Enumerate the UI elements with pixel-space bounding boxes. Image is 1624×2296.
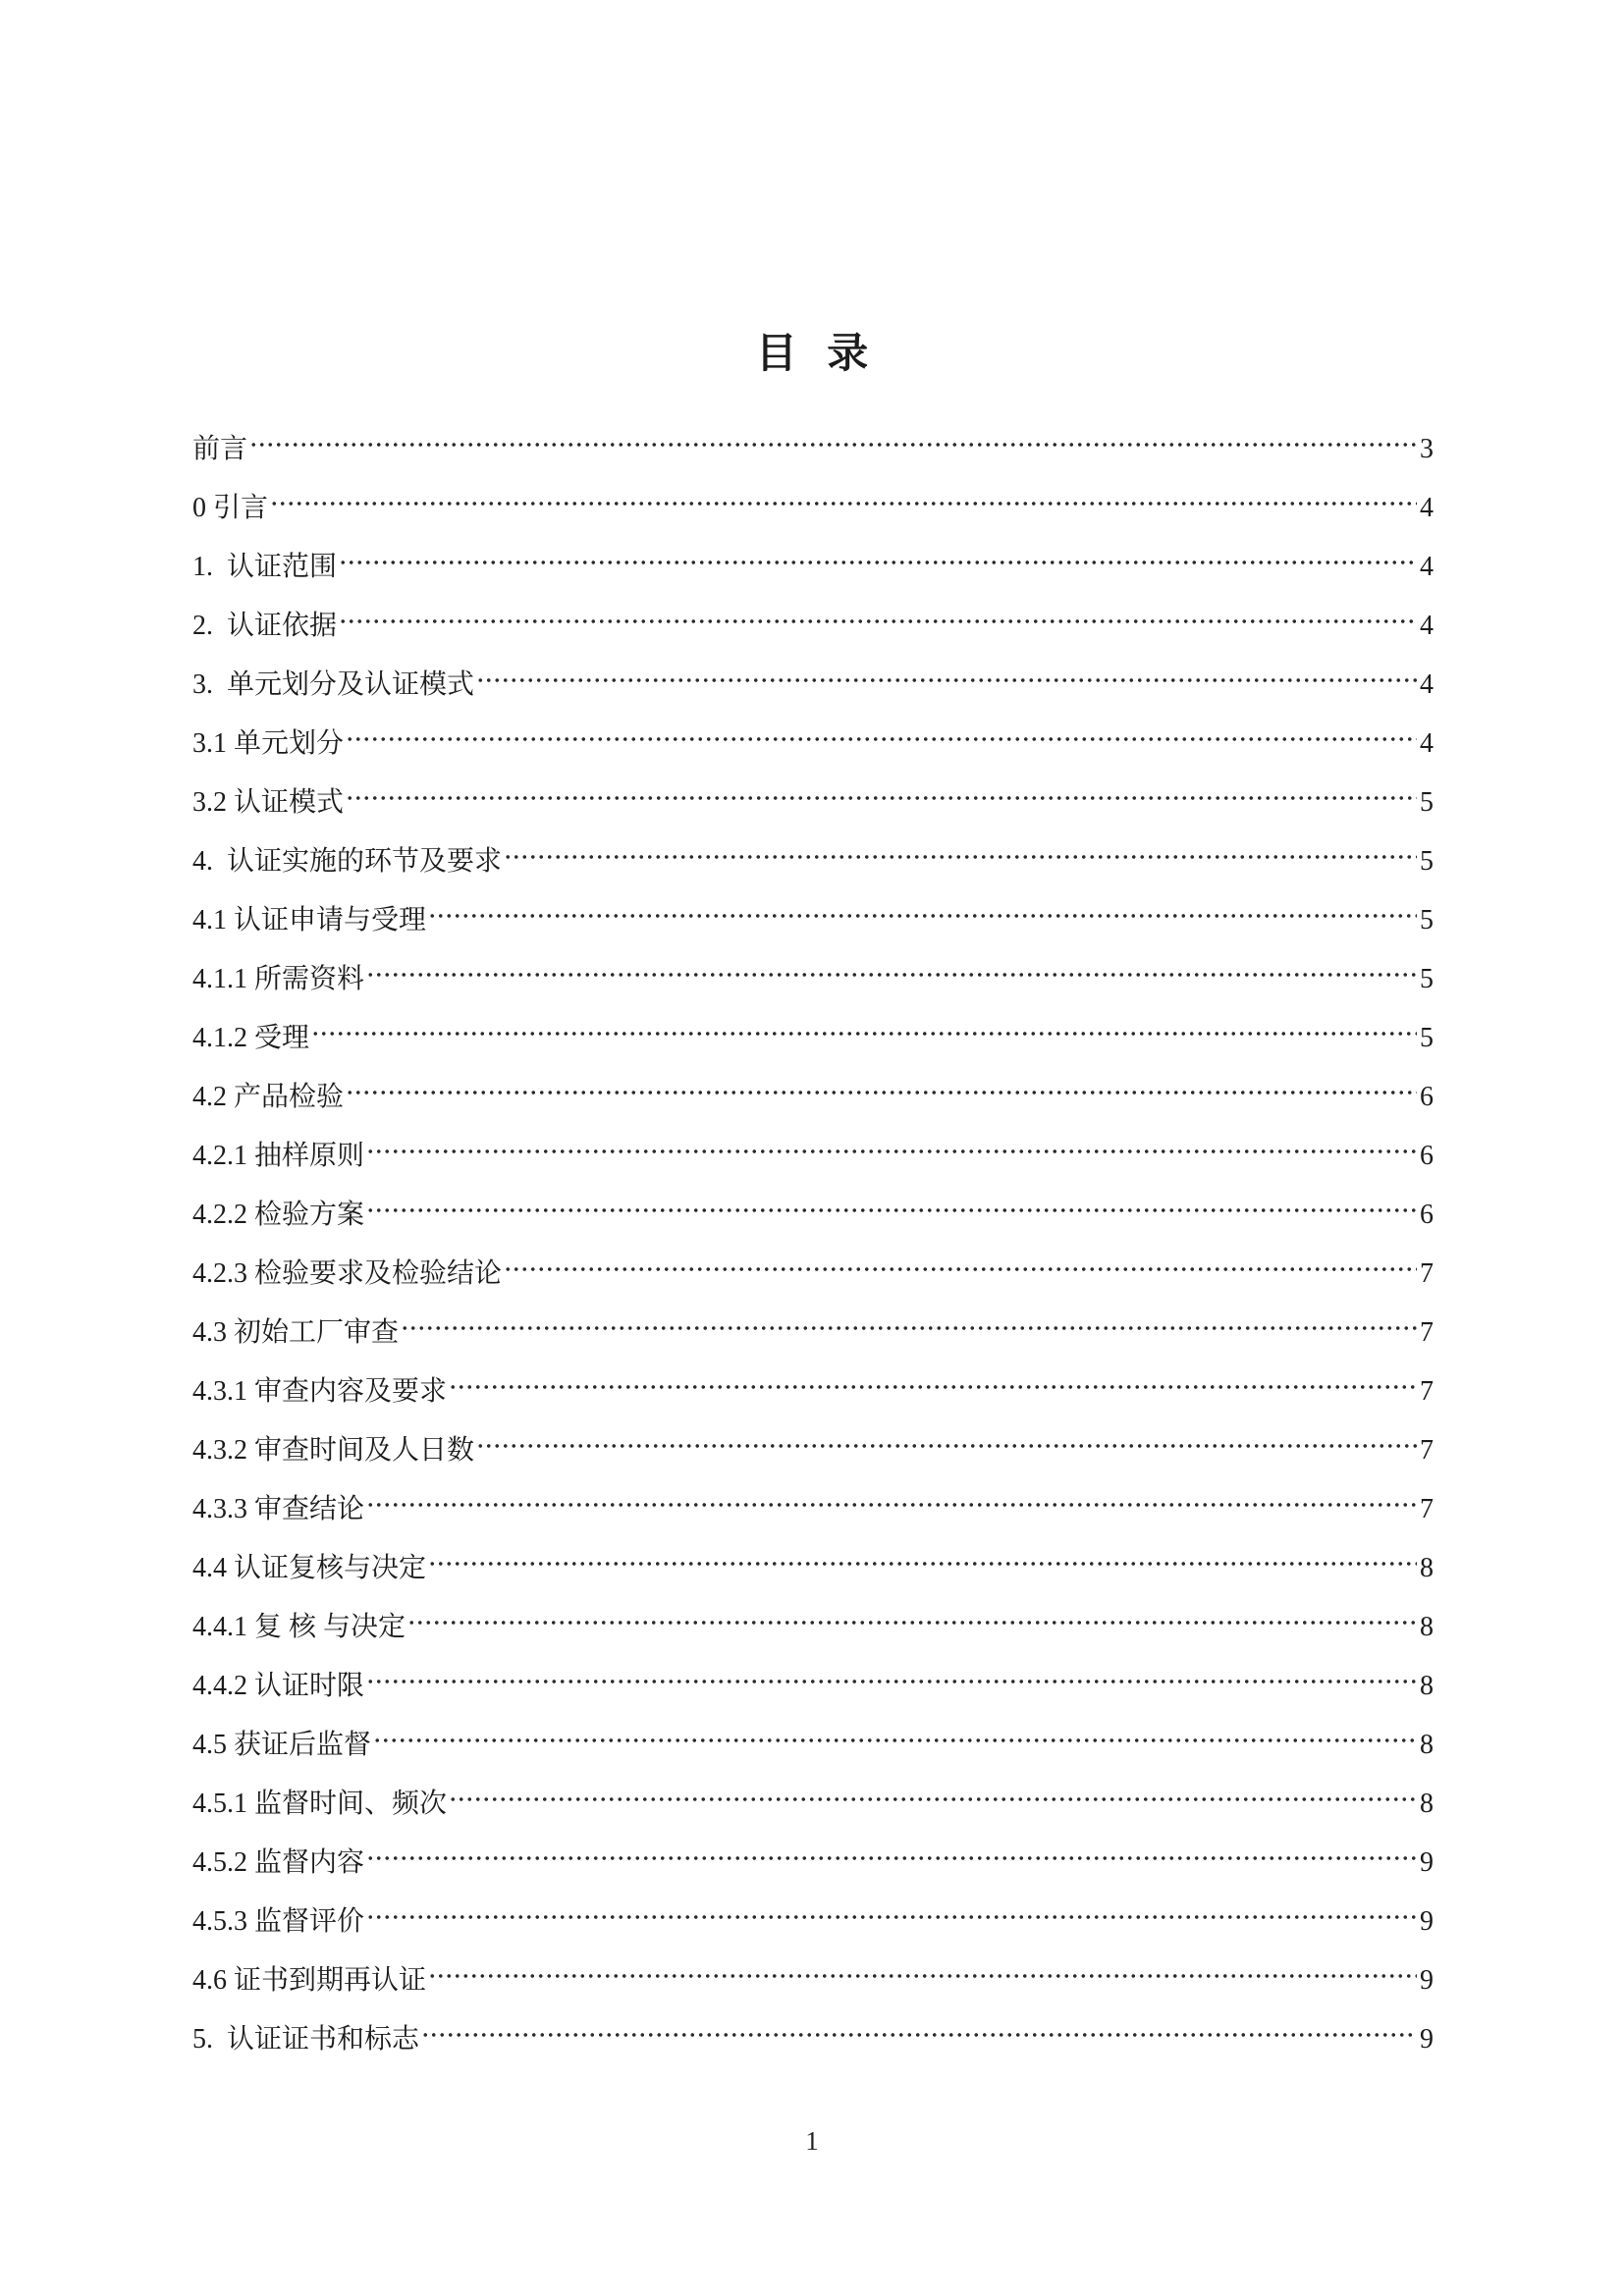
page-title: 目 录 <box>755 332 869 377</box>
toc-entry-page: 4 <box>1420 493 1434 523</box>
toc-dot-leader <box>339 611 1417 642</box>
toc-dot-leader <box>366 1906 1417 1938</box>
toc-entry-label: 4.5.1 监督时间、频次 <box>192 1789 448 1819</box>
toc-entry-label: 4.3.1 审查内容及要求 <box>192 1376 448 1407</box>
toc-entry-label: 4.4.1 复 核 与决定 <box>192 1612 406 1642</box>
toc-dot-leader <box>373 1730 1417 1761</box>
toc-entry-label: 4.5 获证后监督 <box>192 1730 372 1760</box>
toc-entry-label: 4.1 认证申请与受理 <box>192 905 427 935</box>
toc-entry-label: 4.3.2 审查时间及人日数 <box>192 1435 475 1466</box>
toc-entry-page: 5 <box>1420 846 1434 877</box>
toc-dot-leader <box>476 1435 1417 1467</box>
toc-entry-label: 3.2 认证模式 <box>192 787 345 818</box>
toc-entry <box>192 1596 1434 1655</box>
toc-entry <box>192 1891 1434 1949</box>
toc-entry-page: 8 <box>1420 1789 1434 1819</box>
toc-entry-page: 7 <box>1420 1376 1434 1407</box>
toc-dot-leader <box>366 1141 1417 1172</box>
toc-dot-leader <box>311 1023 1417 1054</box>
toc-dot-leader <box>249 434 1417 465</box>
toc-entry <box>192 477 1434 536</box>
toc-dot-leader <box>366 1200 1417 1231</box>
toc-entry-label: 0 引言 <box>192 493 269 523</box>
toc-entry <box>192 1773 1434 1832</box>
toc-entry-page: 7 <box>1420 1258 1434 1289</box>
toc-entry-label: 4.3.3 审查结论 <box>192 1494 365 1524</box>
toc-dot-leader <box>346 728 1417 760</box>
toc-entry <box>192 1184 1434 1243</box>
toc-entry-page: 5 <box>1420 1023 1434 1053</box>
toc-entry-label: 4.2.2 检验方案 <box>192 1200 365 1230</box>
toc-entry-page: 9 <box>1420 2024 1434 2055</box>
toc-entry-page: 8 <box>1420 1730 1434 1760</box>
toc-entry-page: 7 <box>1420 1435 1434 1466</box>
toc-dot-leader <box>401 1317 1417 1349</box>
toc-entry <box>192 2008 1434 2067</box>
toc-entry <box>192 1714 1434 1773</box>
toc-entry <box>192 1302 1434 1361</box>
toc-entry-page: 5 <box>1420 905 1434 935</box>
toc-dot-leader <box>366 1671 1417 1702</box>
toc-entry-label: 4. 认证实施的环节及要求 <box>192 846 503 877</box>
toc-entry <box>192 1066 1434 1125</box>
toc-entry <box>192 654 1434 713</box>
toc-dot-leader <box>504 846 1417 878</box>
footer-page-number: 1 <box>805 2126 819 2156</box>
toc-list <box>192 418 1434 2067</box>
toc-dot-leader <box>449 1376 1417 1408</box>
toc-entry-label: 1. 认证范围 <box>192 552 338 582</box>
toc-entry <box>192 1537 1434 1596</box>
toc-entry <box>192 1007 1434 1066</box>
toc-entry-page: 3 <box>1420 434 1434 464</box>
toc-dot-leader <box>421 2024 1417 2056</box>
toc-dot-leader <box>346 1082 1417 1113</box>
toc-entry-label: 4.2.1 抽样原则 <box>192 1141 365 1171</box>
toc-entry-label: 4.5.2 监督内容 <box>192 1847 365 1878</box>
toc-entry-label: 5. 认证证书和标志 <box>192 2024 420 2055</box>
toc-entry-label: 4.3 初始工厂审查 <box>192 1317 400 1348</box>
toc-entry <box>192 1478 1434 1537</box>
toc-entry-label: 3. 单元划分及认证模式 <box>192 669 475 700</box>
toc-dot-leader <box>339 552 1417 583</box>
toc-entry <box>192 1361 1434 1419</box>
toc-entry <box>192 595 1434 654</box>
toc-entry-page: 6 <box>1420 1200 1434 1230</box>
toc-dot-leader <box>428 905 1417 936</box>
toc-entry-label: 4.4.2 认证时限 <box>192 1671 365 1701</box>
toc-dot-leader <box>407 1612 1417 1643</box>
toc-entry-page: 7 <box>1420 1494 1434 1524</box>
toc-entry <box>192 948 1434 1007</box>
toc-entry-label: 前言 <box>192 434 248 464</box>
toc-entry <box>192 772 1434 830</box>
toc-entry <box>192 1125 1434 1184</box>
toc-entry <box>192 830 1434 889</box>
toc-entry-label: 4.4 认证复核与决定 <box>192 1553 427 1583</box>
toc-entry-page: 8 <box>1420 1671 1434 1701</box>
toc-entry-page: 5 <box>1420 964 1434 994</box>
toc-entry <box>192 713 1434 772</box>
toc-entry <box>192 1243 1434 1302</box>
toc-entry-page: 6 <box>1420 1082 1434 1112</box>
toc-entry-page: 4 <box>1420 552 1434 582</box>
toc-dot-leader <box>428 1553 1417 1584</box>
toc-entry-page: 5 <box>1420 787 1434 818</box>
toc-entry-label: 4.1.1 所需资料 <box>192 964 365 994</box>
toc-dot-leader <box>504 1258 1417 1290</box>
toc-entry-page: 6 <box>1420 1141 1434 1171</box>
toc-dot-leader <box>346 787 1417 819</box>
toc-entry-label: 4.2 产品检验 <box>192 1082 345 1112</box>
toc-dot-leader <box>428 1965 1417 1997</box>
toc-entry-page: 8 <box>1420 1553 1434 1583</box>
toc-entry-label: 3.1 单元划分 <box>192 728 345 759</box>
toc-entry-label: 4.1.2 受理 <box>192 1023 310 1053</box>
toc-dot-leader <box>449 1789 1417 1820</box>
toc-entry-label: 2. 认证依据 <box>192 611 338 641</box>
toc-entry-page: 7 <box>1420 1317 1434 1348</box>
toc-dot-leader <box>270 493 1417 524</box>
toc-entry <box>192 536 1434 595</box>
toc-entry-page: 8 <box>1420 1612 1434 1642</box>
toc-entry-page: 9 <box>1420 1965 1434 1996</box>
toc-dot-leader <box>366 1494 1417 1525</box>
toc-entry-page: 4 <box>1420 611 1434 641</box>
toc-dot-leader <box>476 669 1417 701</box>
toc-dot-leader <box>366 1847 1417 1879</box>
toc-entry-page: 4 <box>1420 728 1434 759</box>
toc-entry-label: 4.2.3 检验要求及检验结论 <box>192 1258 503 1289</box>
toc-entry <box>192 1655 1434 1714</box>
toc-entry-page: 4 <box>1420 669 1434 700</box>
toc-entry <box>192 1949 1434 2008</box>
toc-entry-label: 4.6 证书到期再认证 <box>192 1965 427 1996</box>
toc-entry <box>192 1832 1434 1891</box>
toc-entry <box>192 1419 1434 1478</box>
toc-entry-page: 9 <box>1420 1906 1434 1937</box>
toc-entry <box>192 418 1434 477</box>
toc-dot-leader <box>366 964 1417 995</box>
toc-entry <box>192 889 1434 948</box>
toc-entry-label: 4.5.3 监督评价 <box>192 1906 365 1937</box>
toc-entry-page: 9 <box>1420 1847 1434 1878</box>
